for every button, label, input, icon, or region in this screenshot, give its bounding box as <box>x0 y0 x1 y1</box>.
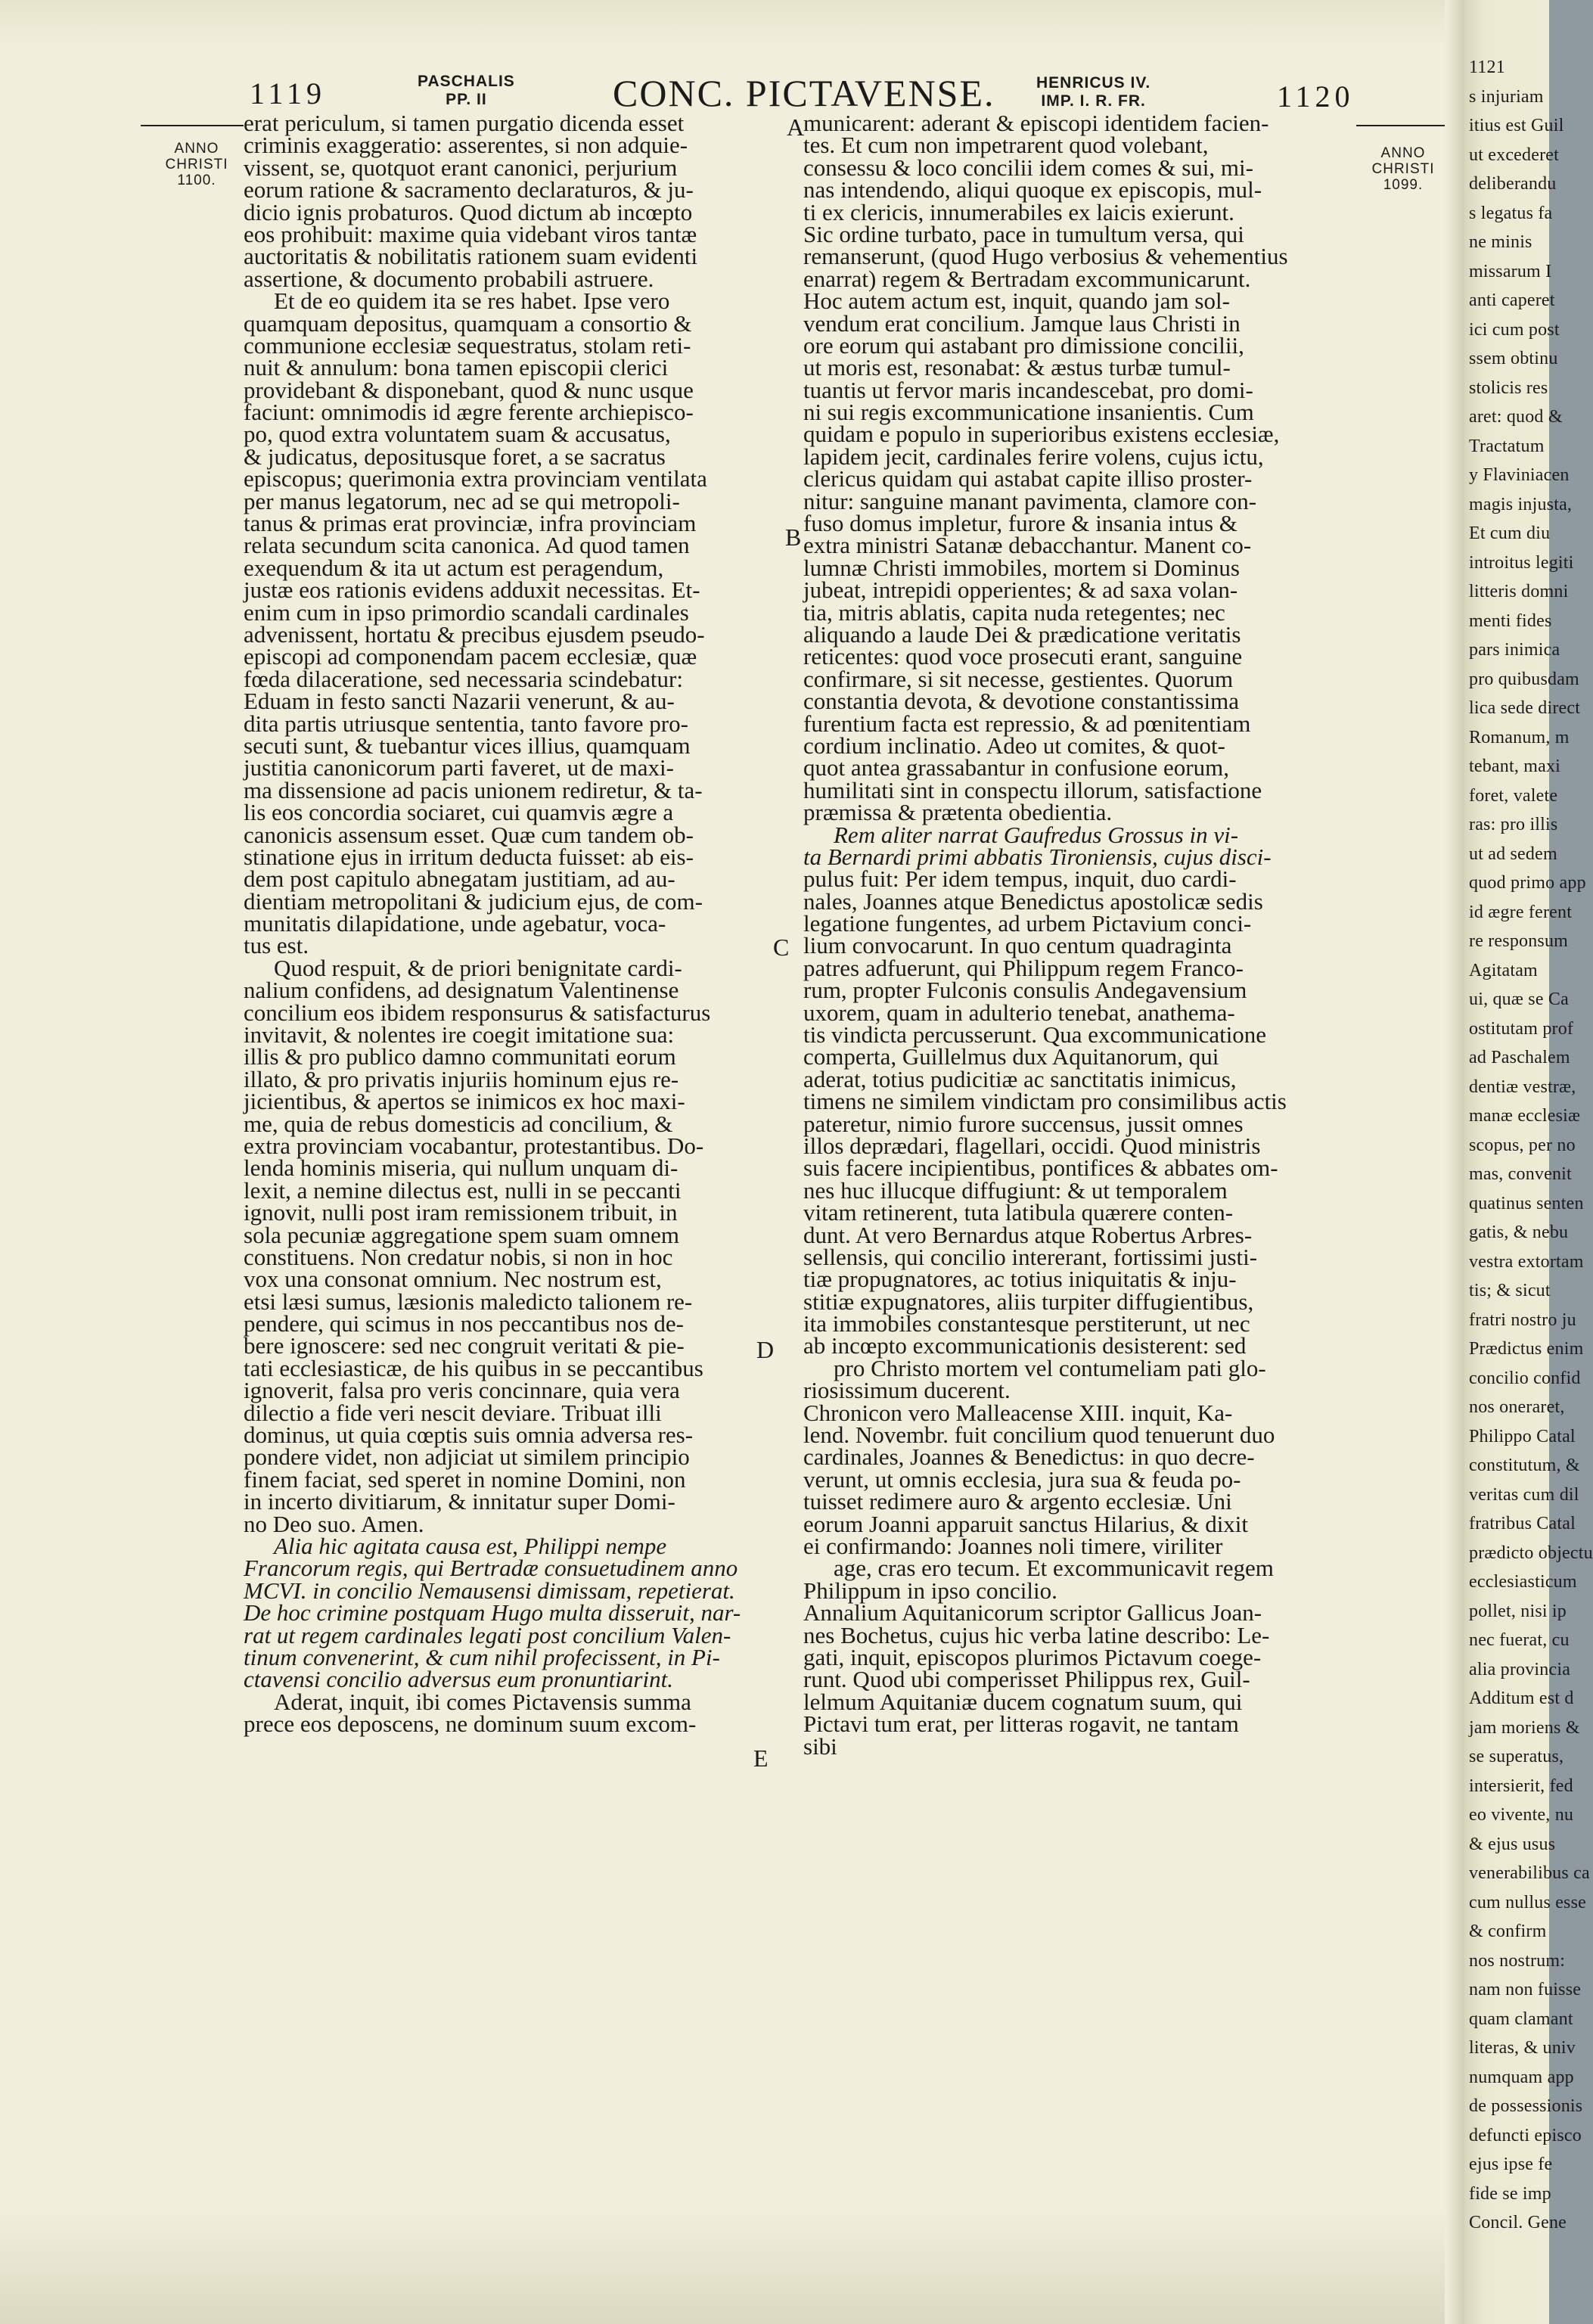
pope-header <box>418 73 515 109</box>
next-page-fragment: fide se imp <box>1469 2183 1551 2204</box>
section-letter-c: C <box>773 934 790 961</box>
text-line: constituens. Non credatur nobis, si non in hoc <box>244 1243 673 1270</box>
next-page-fragment: magis injusta, <box>1469 494 1573 514</box>
text-line: quot antea grassabantur in confusione eorum, <box>803 754 1229 781</box>
margin-anno-word: ANNO <box>1380 145 1426 161</box>
next-page-fragment: numquam app <box>1469 2067 1574 2087</box>
next-page-fragment: fratribus Catal <box>1469 1514 1576 1533</box>
text-line: nes huc illucque diffugiunt: & ut temporalem <box>803 1176 1228 1204</box>
right-page-number: 1120 <box>1277 79 1355 113</box>
text-line: Sic ordine turbato, pace in tumultum versa, qui <box>803 220 1244 247</box>
text-line: stinatione ejus in irritum deducta fuisset: ab eis- <box>244 843 694 870</box>
margin-year: 1100. <box>177 172 216 188</box>
next-page-fragment: dentiæ vestræ, <box>1469 1077 1576 1097</box>
next-page-fragment: pars inimica <box>1469 640 1560 660</box>
next-page-fragment: pro quibusdam <box>1469 669 1579 689</box>
text-line: Aderat, inquit, ibi comes Pictavensis summa <box>274 1688 691 1715</box>
text-line: Chronicon vero Malleacense XIII. inquit, Ka- <box>803 1399 1233 1426</box>
text-line: per manus legatorum, nec ad se qui metropoli- <box>244 487 680 514</box>
next-page-fragment: ras: pro illis <box>1469 815 1558 834</box>
text-line: ab incœpto excommunicationis desisterent: sed <box>803 1332 1247 1359</box>
next-page-fragment: y Flaviniacen <box>1469 465 1570 485</box>
text-line: sibi <box>803 1732 837 1760</box>
text-line: extra provinciam vocabantur, protestantibus. Do- <box>244 1132 704 1159</box>
text-line: suis facere incipientibus, pontifices & abbates om- <box>803 1154 1278 1182</box>
text-line: tiæ propugnatores, ac totius iniquitatis & inju- <box>803 1266 1237 1293</box>
text-line: eos prohibuit: maxime quia videbant viros tantæ <box>244 220 697 247</box>
text-line: vox una consonat omnium. Nec nostrum est, <box>244 1266 662 1293</box>
text-line: Eduam in festo sancti Nazarii venerunt, & au- <box>244 688 675 715</box>
next-page-fragment: Additum est d <box>1469 1689 1574 1708</box>
text-line: quamquam depositus, quamquam a consortio & <box>244 309 692 337</box>
text-line: verunt, ut omnis ecclesia, jura sua & feuda po- <box>803 1465 1241 1493</box>
next-page-fragment: nam non fuisse <box>1469 1980 1582 1999</box>
text-line: nales, Joannes atque Benedictus apostolicæ sedis <box>803 887 1263 915</box>
next-page-fragment: Philippo Catal <box>1469 1426 1576 1446</box>
emperor-header <box>1036 74 1150 110</box>
text-line: Pictavi tum erat, per litteras rogavit, ne tantam <box>803 1710 1239 1738</box>
next-page-fragment: anti caperet <box>1469 290 1555 310</box>
text-line: episcopus; querimonia extra provinciam ventilata <box>244 465 707 492</box>
text-line: ctavensi concilio adversus eum pronuntiarint. <box>244 1666 673 1693</box>
text-line: assertione, & documento probabili astruere. <box>244 265 654 292</box>
next-page-fragment: missarum I <box>1469 261 1552 281</box>
text-line: justitia canonicorum parti faveret, ut de maxi- <box>244 754 674 781</box>
text-line: providebant & disponebant, quod & nunc usque <box>244 376 694 403</box>
margin-anno-word: ANNO <box>174 141 219 157</box>
next-page-fragment: s legatus fa <box>1469 203 1553 223</box>
text-line: lelmum Aquitaniæ ducem cognatum suum, qui <box>803 1688 1243 1715</box>
text-line: furentium facta est repressio, & ad pœnitentiam <box>803 710 1251 737</box>
next-page-fragment: manæ ecclesiæ <box>1469 1106 1581 1126</box>
text-line: & judicatus, depositusque foret, a se sacratus <box>244 443 666 470</box>
text-line: Et de eo quidem ita se res habet. Ipse vero <box>274 287 670 315</box>
page-title: CONC. PICTAVENSE. <box>613 72 995 114</box>
next-page-fragment: vestra extortam <box>1469 1251 1584 1272</box>
next-page-fragment: quod primo app <box>1469 873 1586 893</box>
text-line: cardinales, Joannes & Benedictus: in quo decre- <box>803 1443 1255 1471</box>
text-line: pateretur, nimio furore succensus, jussit omnes <box>803 1110 1244 1137</box>
text-line: invitavit, & nolentes ire coegit imitatione sua: <box>244 1021 675 1049</box>
text-line: patres adfuerunt, qui Philippum regem Franco- <box>803 954 1244 981</box>
text-line: lumnæ Christi immobiles, mortem si Dominus <box>803 554 1240 581</box>
text-line: jicientibus, & apertos se inimicos ex hoc maxi- <box>244 1088 685 1115</box>
text-line: auctoritatis & nobilitatis rationem suam evidenti <box>244 243 698 270</box>
text-line: MCVI. in concilio Nemausensi dimissam, repetierat. <box>244 1577 735 1604</box>
text-line: runt. Quod ubi comperisset Philippus rex, Guil- <box>803 1666 1250 1693</box>
next-page-fragment: ici cum post <box>1469 319 1560 340</box>
next-page-fragment: venerabilibus ca <box>1469 1863 1590 1883</box>
text-line: episcopi ad componendam pacem ecclesiæ, quæ <box>244 643 697 670</box>
text-line: tia, mitris ablatis, capita nuda retegentes; nec <box>803 598 1225 626</box>
text-line: aliquando a laude Dei & prædicatione veritatis <box>803 620 1241 648</box>
text-line: age, cras ero tecum. Et excommunicavit regem <box>834 1555 1274 1582</box>
text-line: dilectio a fide veri nescit deviare. Tribuat illi <box>244 1399 662 1426</box>
text-line: legatione fungentes, ad urbem Pictavium conci- <box>803 910 1252 937</box>
next-page-fragment: literas, & univ <box>1469 2038 1576 2058</box>
next-page-text <box>1464 0 1593 2238</box>
text-line: nes Bochetus, cujus hic verba latine describo: Le- <box>803 1621 1270 1648</box>
text-line: sellensis, qui concilio intererant, fortissimi justi- <box>803 1243 1258 1270</box>
text-line: De hoc crimine postquam Hugo multa disseruit, nar- <box>244 1599 741 1626</box>
next-page-fragment: nec fuerat, cu <box>1469 1630 1570 1650</box>
next-page-fragment: de possessionis <box>1469 2096 1583 2116</box>
text-line: munitatis dilapidatione, unde agebatur, voca- <box>244 910 666 937</box>
text-line: criminis exaggeratio: asserentes, si non adquie- <box>244 132 688 159</box>
text-line: nitur: sanguine manant pavimenta, clamore con- <box>803 487 1257 514</box>
text-line: clericus quidam qui astabat capite illiso proster- <box>803 465 1253 492</box>
next-page-fragment: constitutum, & <box>1469 1456 1580 1475</box>
next-page-fragment: 1121 <box>1469 57 1505 77</box>
next-page-fragment: eo vivente, nu <box>1469 1805 1574 1825</box>
text-line: præmissa & prætenta obedientia. <box>803 799 1113 826</box>
text-line: rat ut regem cardinales legati post concilium Valen- <box>244 1621 731 1648</box>
pope-ordinal: PP. II <box>446 91 487 108</box>
right-text-column <box>803 110 1344 1760</box>
text-line: dientiam metropolitani & judicium ejus, de com- <box>244 887 703 915</box>
next-page-fragment: Romanum, m <box>1469 727 1570 747</box>
text-line: remanserunt, (quod Hugo verbosius & vehementius <box>803 243 1288 270</box>
text-line: secuti sunt, & tuebantur vices illius, quamquam <box>244 732 691 759</box>
next-page-fragment: Prædictus enim <box>1469 1339 1584 1359</box>
text-line: ta Bernardi primi abbatis Tironiensis, cujus disci- <box>803 843 1272 870</box>
text-line: in incerto divitiarum, & innitatur super Domi- <box>244 1488 675 1515</box>
text-line: Philippum in ipso concilio. <box>803 1577 1057 1604</box>
page-top-shade <box>0 0 1469 45</box>
text-line: lium convocarunt. In quo centum quadraginta <box>803 932 1232 959</box>
text-line: stitiæ expugnatores, aliis turpiter diffugientibus, <box>803 1288 1254 1315</box>
next-page-fragment: aret: quod & <box>1469 407 1563 427</box>
text-line: ni sui regis excommunicatione insanientis. Cum <box>803 399 1254 426</box>
next-page-fragment: foret, valete <box>1469 785 1558 806</box>
text-line: ei confirmando: Joannes noli timere, viriliter <box>803 1533 1223 1559</box>
text-line: lis eos concordia sociaret, cui quamvis ægre a <box>244 799 674 826</box>
text-line: enarrat) regem & Bertradam excommunicarunt. <box>803 265 1251 292</box>
text-line: Alia hic agitata causa est, Philippi nempe <box>274 1533 667 1559</box>
next-page-fragment: ecclesiasticum <box>1469 1572 1577 1592</box>
text-line: ut moris est, resonabat: & æstus turbæ tumul- <box>803 354 1231 381</box>
text-line: pulus fuit: Per idem tempus, inquit, duo cardi- <box>803 865 1237 893</box>
next-page-fragment: quatinus senten <box>1469 1193 1584 1213</box>
text-line: etsi læsi sumus, læsionis maledicto talionem re- <box>244 1288 693 1315</box>
text-line: justæ eos rationis evidens adduxit necessitas. Et- <box>244 576 700 604</box>
text-line: rum, propter Fulconis consulis Andegavensium <box>803 977 1247 1004</box>
next-page-fragment: & ejus usus <box>1469 1834 1556 1854</box>
text-line: faciunt: omnimodis id ægre ferente archiepisco- <box>244 399 694 426</box>
next-page-fragment: alia provincia <box>1469 1659 1571 1679</box>
next-page-fragment: itius est Guil <box>1469 116 1564 135</box>
next-page-fragment: cum nullus esse <box>1469 1892 1586 1912</box>
next-page-fragment: nos oneraret, <box>1469 1397 1565 1417</box>
next-page-fragment: prædicto objectu <box>1469 1543 1593 1563</box>
text-line: dunt. At vero Bernardus atque Robertus Arbres- <box>803 1221 1253 1248</box>
text-line: eorum Joanni apparuit sanctus Hilarius, & dixit <box>803 1510 1249 1537</box>
text-line: ignovit, nulli post iram remissionem tribuit, in <box>244 1199 678 1226</box>
text-line: relata secundum scita canonica. Ad quod tamen <box>244 532 690 559</box>
text-line: pondere videt, non adjiciat ut similem principio <box>244 1443 690 1471</box>
text-line: po, quod extra voluntatem suam & accusatus, <box>244 421 671 448</box>
text-line: aderat, totius pudicitiæ ac sanctitatis inimicus, <box>803 1065 1237 1092</box>
text-line: illis & pro publico damno communitati eorum <box>244 1043 676 1070</box>
text-line: uxorem, quam in adulterio tenebat, anathema- <box>803 999 1235 1026</box>
text-line: tati ecclesiasticæ, de his quibus in se peccantibus <box>244 1354 703 1381</box>
text-line: nas intendendo, aliqui quoque ex episcopis, mul- <box>803 176 1262 204</box>
next-page-fragment: ad Paschalem <box>1469 1048 1570 1067</box>
next-page-fragment: Tractatum <box>1469 436 1545 456</box>
margin-christi-word: CHRISTI <box>165 157 228 172</box>
next-page-fragment: ut excederet <box>1469 144 1559 165</box>
next-page-fragment: id ægre ferent <box>1469 902 1573 922</box>
next-page-fragment: defuncti episco <box>1469 2125 1582 2145</box>
text-line: timens ne similem vindictam pro consimilibus actis <box>803 1088 1287 1115</box>
right-margin-anno <box>1362 145 1445 193</box>
text-line: sola pecuniæ aggregatione spem suam omnem <box>244 1221 679 1248</box>
text-line: tus est. <box>244 932 309 959</box>
text-line: comperta, Guillelmus dux Aquitanorum, qui <box>803 1043 1219 1070</box>
text-line: extra ministri Satanæ debacchantur. Manent co- <box>803 532 1252 559</box>
text-line: consessu & loco concilii idem comes & sui, mi- <box>803 154 1253 181</box>
next-page-fragment: tis; & sicut <box>1469 1281 1551 1300</box>
text-line: erat periculum, si tamen purgatio dicenda esset <box>244 110 685 136</box>
text-line: reticentes: quod voce prosecuti erant, sanguine <box>803 643 1243 670</box>
text-line: confirmare, si sit necesse, gestientes. Quorum <box>803 665 1234 692</box>
next-page-fragment: tebant, maxi <box>1469 757 1561 776</box>
text-line: tanus & primas erat provinciæ, infra provinciam <box>244 510 697 537</box>
next-page-fragment: scopus, per no <box>1469 1135 1576 1155</box>
emperor-name: HENRICUS IV. <box>1036 74 1151 92</box>
text-line: concilium eos ibidem responsurus & satisfacturus <box>244 999 711 1026</box>
text-line: illato, & pro privatis injuriis hominum ejus re- <box>244 1065 679 1092</box>
next-page-fragment: nos nostrum: <box>1469 1950 1566 1971</box>
text-line: tis vindicta percusserunt. Qua excommunicatione <box>803 1021 1267 1049</box>
text-line: illos deprædari, flagellari, occidi. Quod ministris <box>803 1132 1261 1159</box>
text-line: me, quia de rebus domesticis ad concilium, & <box>244 1110 673 1137</box>
next-page-fragment: lica sede direct <box>1469 698 1581 718</box>
text-line: Quod respuit, & de priori benignitate cardi- <box>274 954 682 981</box>
text-line: nalium confidens, ad designatum Valentinense <box>244 977 679 1004</box>
next-page-fragment: se superatus, <box>1469 1747 1564 1766</box>
text-line: municarent: aderant & episcopi identidem facien- <box>803 110 1269 136</box>
text-line: quidam e populo in superioribus existens ecclesiæ, <box>803 421 1280 448</box>
text-line: tes. Et cum non impetrarent quod volebant, <box>803 132 1209 159</box>
next-page-fragment: Concil. Gene <box>1469 2213 1567 2232</box>
next-page-fragment: ne minis <box>1469 232 1532 252</box>
section-letter-e: E <box>753 1745 769 1772</box>
next-page-fragment: ssem obtinu <box>1469 349 1558 368</box>
section-letter-d: D <box>756 1336 775 1363</box>
text-line: Rem aliter narrat Gaufredus Grossus in vi- <box>834 821 1239 848</box>
text-line: fuso domus impletur, furore & insania intus & <box>803 510 1237 537</box>
next-page-fragment: fratri nostro ju <box>1469 1310 1576 1330</box>
text-line: lend. Novembr. fuit concilium quod tenuerunt duo <box>803 1421 1275 1449</box>
emperor-title: IMP. I. R. FR. <box>1041 92 1146 110</box>
text-line: vitam retinerent, tuta latibula quærere conten- <box>803 1199 1234 1226</box>
next-page-fragment: ui, quæ se Ca <box>1469 990 1569 1009</box>
text-line: enim cum in ipso primordio scandali cardinales <box>244 598 689 626</box>
text-line: ti ex clericis, innumerabiles ex laicis exierunt. <box>803 198 1234 225</box>
next-page-fragment: mas, convenit <box>1469 1164 1572 1184</box>
text-line: dita partis utriusque sententia, tanto favore pro- <box>244 710 688 737</box>
next-page-fragment: deliberandu <box>1469 174 1557 194</box>
text-line: humilitati sint in conspectu illorum, satisfactione <box>803 776 1262 803</box>
text-line: Francorum regis, qui Bertradæ consuetudinem anno <box>244 1555 738 1582</box>
text-line: jubeat, intrepidi opperientes; & ad saxa volan- <box>803 576 1238 604</box>
text-line: tinum convenerint, & cum nihil profecissent, in Pi- <box>244 1643 720 1670</box>
page-bottom-shade <box>0 2211 1469 2324</box>
next-page-fragment: concilio confid <box>1469 1368 1581 1388</box>
next-page-fragment: Agitatam <box>1469 960 1538 980</box>
margin-christi-word: CHRISTI <box>1371 161 1435 177</box>
text-line: lapidem jecit, cardinales ferire volens, cujus ictu, <box>803 443 1264 470</box>
next-page-fragment: veritas cum dil <box>1469 1484 1579 1505</box>
text-line: ore eorum qui astabant pro dimissione concilii, <box>803 331 1244 359</box>
text-line: dem post capitulo abnegatam justitiam, ad au- <box>244 865 675 893</box>
text-line: lexit, a nemine dilectus est, nulli in se peccanti <box>244 1176 682 1204</box>
next-page-fragment: stolicis res <box>1469 377 1548 398</box>
text-line: Annalium Aquitanicorum scriptor Gallicus Joan- <box>803 1599 1262 1626</box>
next-page-fragment: menti fides <box>1469 611 1552 631</box>
text-line: lenda hominis miseria, qui nullum unquam di- <box>244 1154 678 1182</box>
next-page-fragment: Et cum diu <box>1469 524 1551 543</box>
next-page-fragment: gatis, & nebu <box>1469 1223 1569 1242</box>
text-line: constantia devota, & devotione constantissima <box>803 688 1239 715</box>
text-line: prece eos deposcens, ne dominum suum excom- <box>244 1710 697 1738</box>
text-line: fœda dilaceratione, sed necessaria scindebatur: <box>244 665 683 692</box>
text-line: dominus, ut quia cœptis suis omnia adversa res- <box>244 1421 694 1449</box>
next-page-fragment: quam clamant <box>1469 2009 1573 2029</box>
pope-name: PASCHALIS <box>418 73 515 90</box>
text-line: riosissimum ducerent. <box>803 1377 1011 1404</box>
next-page-fragment: pollet, nisi ip <box>1469 1601 1567 1621</box>
next-page-fragment: litteris domni <box>1469 582 1569 601</box>
next-page-fragment: & confirm <box>1469 1922 1547 1941</box>
text-line: tuisset redimere auro & argento ecclesiæ. Uni <box>803 1488 1232 1515</box>
section-letter-a: A <box>787 113 805 141</box>
left-text-column <box>244 110 788 1738</box>
text-line: exequendum & ita ut actum est peragendum, <box>244 554 664 581</box>
left-margin-anno <box>151 141 242 188</box>
text-line: dicio ignis probaturos. Quod dictum ab incœpto <box>244 198 693 225</box>
text-line: cordium inclinatio. Adeo ut comites, & quot- <box>803 732 1225 759</box>
left-margin-rule <box>141 125 244 126</box>
next-page-fragment: introitus legiti <box>1469 552 1574 573</box>
next-page-fragment: ejus ipse fe <box>1469 2155 1553 2174</box>
next-page-fragment: ut ad sedem <box>1469 844 1557 864</box>
text-line: nuit & annulum: bona tamen episcopii clerici <box>244 354 669 381</box>
text-line: communione ecclesiæ sequestratus, stolam reti- <box>244 331 691 359</box>
text-line: eorum ratione & sacramento declaraturos, & ju- <box>244 176 694 204</box>
section-letter-b: B <box>785 524 802 551</box>
text-line: pro Christo mortem vel contumeliam pati glo- <box>834 1354 1266 1381</box>
text-line: ita immobiles constantesque perstiterunt, ut nec <box>803 1310 1250 1338</box>
next-page-edge <box>1464 0 1593 2324</box>
text-line: no Deo suo. Amen. <box>244 1510 424 1537</box>
next-page-fragment: s injuriam <box>1469 86 1544 107</box>
next-page-fragment: jam moriens & <box>1469 1717 1580 1738</box>
margin-year: 1099. <box>1383 177 1424 193</box>
text-line: finem faciat, sed speret in nomine Domini, non <box>244 1465 686 1493</box>
next-page-fragment: ostitutam prof <box>1469 1018 1574 1039</box>
text-line: canonicis assensum esset. Quæ cum tandem ob- <box>244 821 694 848</box>
text-line: pendere, qui scimus in nos peccantibus nos de- <box>244 1310 684 1338</box>
text-line: vendum erat concilium. Jamque laus Christi in <box>803 309 1241 337</box>
text-line: bere ignoscere: sed nec congruit veritati & pie- <box>244 1332 685 1359</box>
next-page-fragment: re responsum <box>1469 931 1569 951</box>
text-line: tuantis ut fervor maris incandescebat, pro domi- <box>803 376 1253 403</box>
next-page-fragment: intersierit, fed <box>1469 1776 1573 1796</box>
text-line: ma dissensione ad pacis unionem rediretur, & ta- <box>244 776 703 803</box>
left-page-number: 1119 <box>250 76 327 110</box>
text-line: vissent, se, quotquot erant canonici, perjurium <box>244 154 678 181</box>
text-line: advenissent, hortatu & precibus ejusdem pseudo- <box>244 620 705 648</box>
text-line: gati, inquit, episcopos plurimos Pictavum coege- <box>803 1643 1262 1670</box>
text-line: ignoverit, falsa pro veris concinnare, quia vera <box>244 1377 680 1404</box>
text-line: Hoc autem actum est, inquit, quando jam sol- <box>803 287 1230 315</box>
